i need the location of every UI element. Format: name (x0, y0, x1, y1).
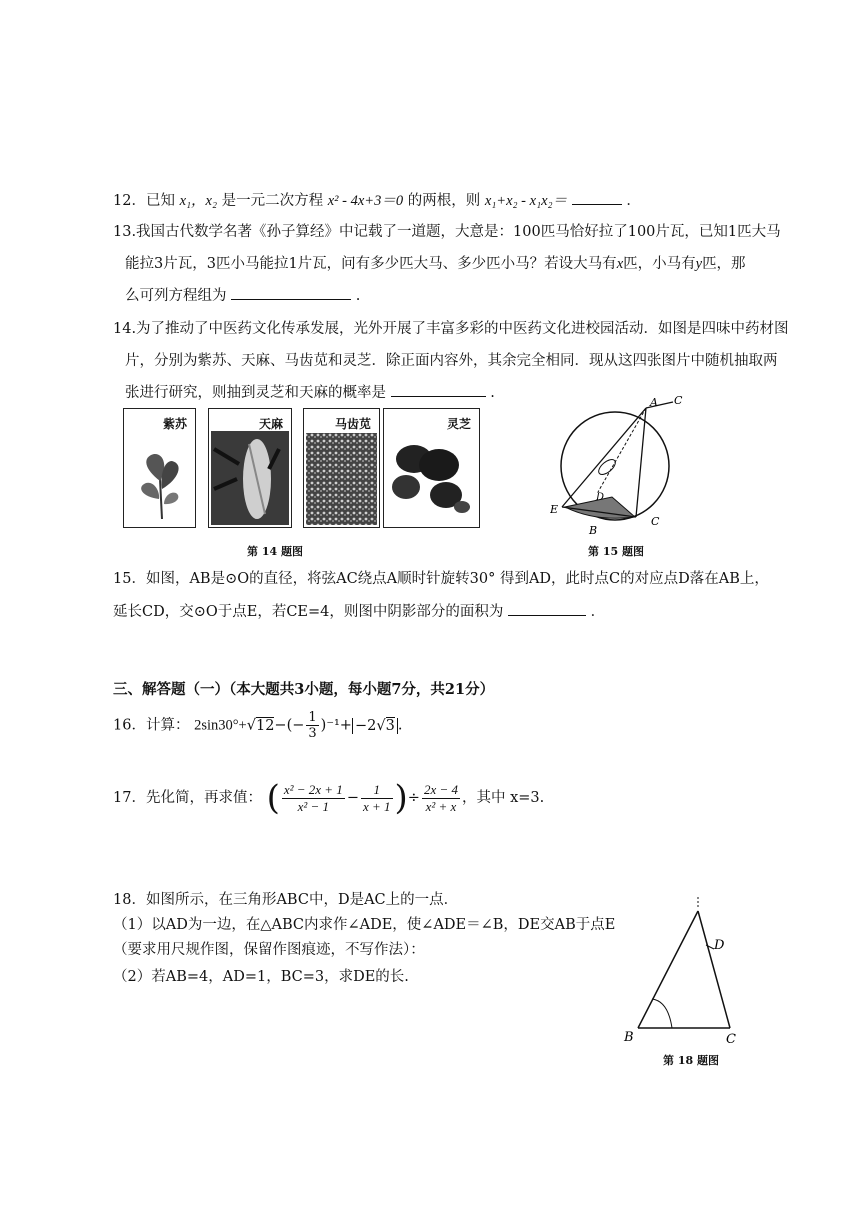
q17-f2-num: 1 (361, 782, 393, 799)
question-12 (113, 189, 641, 210)
q17-f1-num: x² − 2x + 1 (283, 781, 343, 797)
q12-vars: x₁，x₂ (179, 193, 218, 209)
q17-prefix: 17．先化简，再求值： (113, 790, 262, 806)
herb-card-tianma (208, 408, 292, 528)
q12-text-c: 的两根，则 (407, 193, 481, 209)
q13-var-x: x (616, 256, 624, 272)
q13-line3-text: 么可列方程组为 (125, 288, 227, 304)
q12-answer-blank[interactable] (572, 190, 622, 205)
lingzhi-plant-image (384, 409, 479, 527)
q16-abs (352, 718, 398, 734)
q13-line2a: 能拉3片瓦，3匹小马能拉1片瓦，问有多少匹大马、多少匹小马？若设大马有 (125, 256, 617, 272)
right-paren-icon: ) (394, 778, 408, 818)
herb-card-zisu (123, 408, 196, 528)
label-b: B (589, 524, 598, 537)
q13-line2c: 匹，那 (702, 256, 746, 272)
q16-exp: )⁻¹ (320, 717, 340, 734)
herb-card-lingzhi (383, 408, 480, 528)
q14-line-3 (125, 381, 495, 402)
q13-line2b: 匹，小马有 (623, 256, 696, 272)
q18-line-4: （2）若AB=4，AD=1，BC=3，求DE的长. (113, 969, 409, 985)
sqrt-icon: √ (376, 717, 386, 734)
q12-equation: x² - 4x+3＝0 (327, 193, 404, 209)
q17-fraction-3 (422, 782, 460, 815)
q12-tail: ． (626, 193, 641, 209)
q17-f2-den: x + 1 (362, 798, 391, 814)
label-b: B (624, 1030, 634, 1045)
q16-fraction (306, 710, 318, 741)
q17-f3-num: 2x − 4 (423, 781, 458, 797)
q15-tail: ． (590, 604, 606, 620)
q16-part1: 2sin30°+ (194, 717, 247, 734)
herb-card-machixian (303, 408, 380, 528)
q16-tail: . (397, 717, 403, 734)
figure-18-triangle-diagram (620, 895, 750, 1050)
label-d: D (596, 492, 605, 503)
label-c: C (651, 515, 660, 528)
label-a: A (650, 396, 658, 409)
q13-var-y: y (695, 256, 703, 272)
figure-15-caption: 第 15 题图 (588, 545, 644, 558)
q16-minus: −(− (274, 717, 305, 734)
label-d: D (714, 938, 725, 953)
q13-tail: . (355, 288, 361, 304)
q12-expr: x₁+x₂ - x₁x₂＝ (484, 193, 568, 209)
q16-plus: + (339, 717, 352, 734)
q17-suffix: ，其中 x=3. (461, 790, 545, 806)
left-paren-icon: ( (266, 778, 280, 818)
q14-line-1: 14.为了推动了中医药文化传承发展，光外开展了丰富多彩的中医药文化进校园活动．如图是四味中药材图 (113, 321, 789, 337)
q17-f3-den: x² + x (425, 798, 457, 814)
herb-card-label: 灵芝 (446, 417, 471, 431)
q13-line-2 (125, 252, 746, 273)
q12-text-b: 是一元二次方程 (221, 193, 324, 209)
q17-fraction-2 (361, 782, 393, 815)
section-3-heading: 三、解答题（一）（本大题共3小题，每小题7分，共21分） (113, 681, 495, 698)
q16-prefix: 16．计算： (113, 717, 190, 734)
label-c-top: C (674, 394, 683, 407)
q14-line-2: 片，分别为紫苏、天麻、马齿苋和灵芝．除正面内容外，其余完全相同．现从这四张图片中随机抽取两 (125, 353, 778, 369)
q17-fraction-1 (282, 782, 345, 815)
q17-f1-den: x² − 1 (297, 798, 330, 814)
q14-line3-text: 张进行研究，则抽到灵芝和天麻的概率是 (125, 385, 386, 401)
q15-line-1: 15．如图，AB是⊙O的直径，将弦AC绕点A顺时针旋转30° 得到AD，此时点C的对应点D落在AB上， (113, 571, 769, 587)
q16-frac-den: 3 (308, 726, 317, 741)
q13-answer-blank[interactable] (231, 285, 351, 300)
question-17 (113, 778, 544, 818)
q15-answer-blank[interactable] (508, 601, 586, 616)
herb-card-label: 马齿苋 (334, 417, 371, 431)
q16-sqrt3: 3 (385, 717, 395, 734)
herb-card-label: 紫苏 (162, 417, 187, 431)
q15-line2-text: 延长CD，交⊙O于点E，若CE=4，则图中阴影部分的面积为 (113, 604, 504, 620)
q16-abs-inner: −2 (354, 717, 377, 734)
q13-line-3 (125, 284, 360, 305)
sqrt-icon: √ (246, 717, 256, 734)
q18-line-1: 18．如图所示，在三角形ABC中，D是AC上的一点． (113, 892, 459, 908)
label-e: E (550, 503, 559, 516)
figure-18-caption: 第 18 题图 (663, 1054, 719, 1067)
question-16 (113, 710, 402, 741)
q13-line-1: 13.我国古代数学名著《孙子算经》中记载了一道题，大意是：100匹马恰好拉了100片瓦，已知1匹大马 (113, 224, 781, 240)
figure-15-circle-diagram (550, 392, 685, 537)
q18-line-2: （1）以AD为一边，在△ABC内求作∠ADE，使∠ADE＝∠B，DE交AB于点E (113, 917, 616, 933)
herb-card-label: 天麻 (258, 417, 283, 431)
q16-sqrt12: 12 (255, 717, 275, 734)
q16-frac-num: 1 (308, 710, 317, 725)
label-c: C (726, 1032, 736, 1047)
zisu-plant-image (124, 409, 195, 527)
q17-div: ÷ (407, 790, 420, 806)
q12-text: 12．已知 (113, 193, 175, 209)
machixian-plant-image (304, 409, 379, 527)
q15-line-2 (113, 600, 605, 621)
figure-14-caption: 第 14 题图 (247, 545, 303, 558)
q18-line-3: （要求用尺规作图，保留作图痕迹，不写作法）： (113, 942, 425, 958)
tianma-plant-image (209, 409, 291, 527)
q14-answer-blank[interactable] (391, 382, 486, 397)
q17-minus: − (346, 790, 359, 806)
q14-tail: . (490, 385, 495, 401)
